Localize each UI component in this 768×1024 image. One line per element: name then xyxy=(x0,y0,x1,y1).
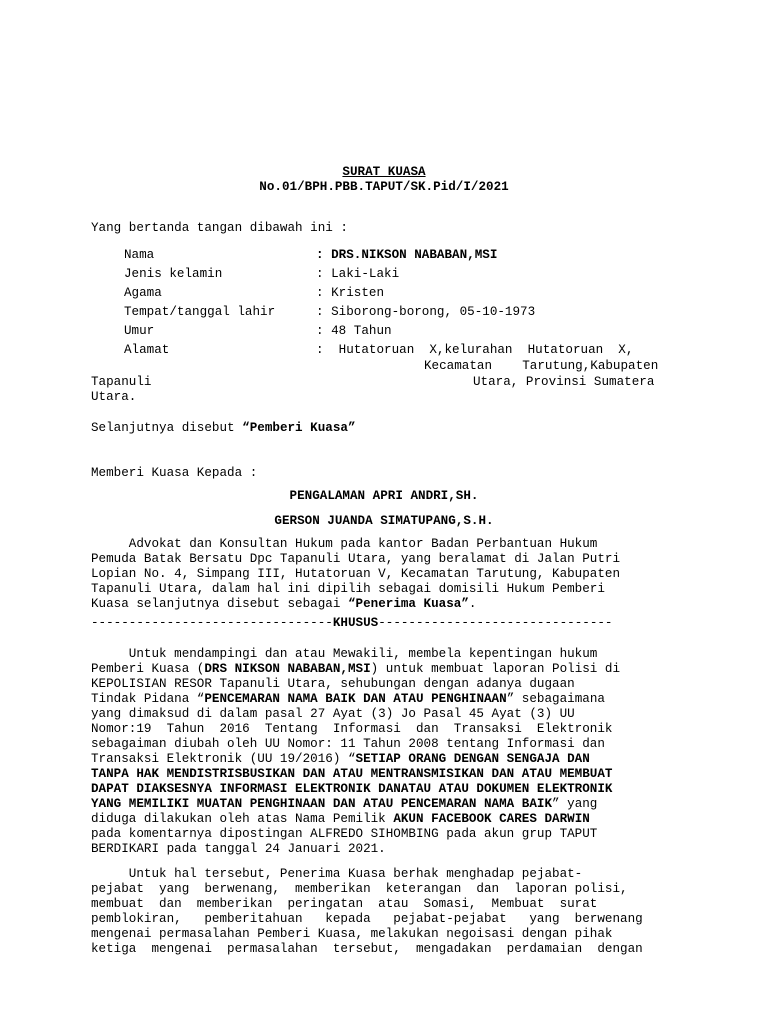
referred-prefix: Selanjutnya disebut xyxy=(91,421,243,435)
para2-line-2: pejabat yang berwenang, memberikan keterangan dan laporan polisi, xyxy=(91,882,628,896)
grantee-para-line-3: Lopian No. 4, Simpang III, Hutatoruan V, Kecamatan Tarutung, Kabupaten xyxy=(91,567,621,581)
address-line-1: : Hutatoruan X,kelurahan Hutatoruan X, xyxy=(316,343,634,357)
referred-as xyxy=(91,421,356,436)
address-line-4: Utara. xyxy=(91,390,137,404)
address-line-3b: Utara, Provinsi Sumatera xyxy=(473,375,655,389)
document-number: No.01/BPH.PBB.TAPUT/SK.Pid/I/2021 xyxy=(259,180,509,194)
para1-line-2c: ) untuk membuat laporan Polisi di xyxy=(370,662,621,676)
grantee-para-line-5 xyxy=(91,597,476,612)
para1-line-8 xyxy=(91,752,590,767)
referred-term: “Pemberi Kuasa” xyxy=(242,421,356,435)
para1-line-10: DAPAT DIAKSESNYA INFORMASI ELEKTRONIK DANATAU ATAU DOKUMEN ELEKTRONIK xyxy=(91,782,613,796)
address-line-3a: Tapanuli xyxy=(91,375,152,389)
grantee-name-2: GERSON JUANDA SIMATUPANG,S.H. xyxy=(274,514,494,528)
grantee-name-1: PENGALAMAN APRI ANDRI,SH. xyxy=(289,489,479,503)
intro-text: Yang bertanda tangan dibawah ini : xyxy=(91,221,348,235)
para1-line-3: KEPOLISIAN RESOR Tapanuli Utara, sehubungan dengan adanya dugaan xyxy=(91,677,575,691)
para1-line-2 xyxy=(91,662,620,677)
para1-line-12 xyxy=(91,812,590,827)
address-label: Alamat xyxy=(124,343,170,357)
para1-line-12a: diduga dilakukan oleh atas Nama Pemilik xyxy=(91,812,394,826)
document-title: SURAT KUASA xyxy=(342,165,426,179)
divider-right: ------------------------------- xyxy=(378,616,613,630)
grantee-para-line-4: Tapanuli Utara, dalam hal ini dipilih sebagai domisili Hukum Pemberi xyxy=(91,582,605,596)
birth-label: Tempat/tanggal lahir xyxy=(124,305,276,319)
name-label: Nama xyxy=(124,248,155,262)
para2-line-6: ketiga mengenai permasalahan tersebut, mengadakan perdamaian dengan xyxy=(91,942,643,956)
para1-line-9: TANPA HAK MENDISTRISBUSIKAN DAN ATAU MENTRANSMISIKAN DAN ATAU MEMBUAT xyxy=(91,767,613,781)
para1-line-8b: SETIAP ORANG DENGAN SENGAJA DAN xyxy=(355,752,590,766)
grantee-para-line-1: Advokat dan Konsultan Hukum pada kantor Badan Perbantuan Hukum xyxy=(91,537,598,551)
address-line-2: Kecamatan Tarutung,Kabupaten xyxy=(424,359,659,373)
para1-line-2a: Pemberi Kuasa ( xyxy=(91,662,205,676)
grantee-para-last-suffix: . xyxy=(468,597,477,611)
para1-line-13: pada komentarnya dipostingan ALFREDO SIHOMBING pada akun grup TAPUT xyxy=(91,827,598,841)
birth-value: : Siborong-borong, 05-10-1973 xyxy=(316,305,536,319)
grantee-intro: Memberi Kuasa Kepada : xyxy=(91,466,258,480)
para1-line-12b: AKUN FACEBOOK CARES DARWIN xyxy=(393,812,590,826)
para1-line-7: sebagaiman diubah oleh UU Nomor: 11 Tahun 2008 tentang Informasi dan xyxy=(91,737,605,751)
para1-line-4a: Tindak Pidana “ xyxy=(91,692,205,706)
para1-line-4 xyxy=(91,692,605,707)
name-value: : DRS.NIKSON NABABAN,MSI xyxy=(316,248,498,262)
para1-line-14: BERDIKARI pada tanggal 24 Januari 2021. xyxy=(91,842,386,856)
para2-line-4: pemblokiran, pemberitahuan kepada pejabat-pejabat yang berwenang xyxy=(91,912,643,926)
khusus-divider xyxy=(91,616,678,631)
para1-line-8a: Transaksi Elektronik (UU 19/2016) “ xyxy=(91,752,356,766)
grantee-para-line-2: Pemuda Batak Bersatu Dpc Tapanuli Utara, yang beralamat di Jalan Putri xyxy=(91,552,621,566)
religion-label: Agama xyxy=(124,286,162,300)
para1-line-2b: DRS NIKSON NABABAN,MSI xyxy=(204,662,371,676)
para1-line-11 xyxy=(91,797,597,812)
para1-line-4b: PENCEMARAN NAMA BAIK DAN ATAU PENGHINAAN xyxy=(204,692,507,706)
gender-label: Jenis kelamin xyxy=(124,267,223,281)
para1-line-6: Nomor:19 Tahun 2016 Tentang Informasi dan Transaksi Elektronik xyxy=(91,722,613,736)
para1-line-5: yang dimaksud di dalam pasal 27 Ayat (3) Jo Pasal 45 Ayat (3) UU xyxy=(91,707,575,721)
para2-line-3: membuat dan memberikan peringatan atau Somasi, Membuat surat xyxy=(91,897,598,911)
para1-line-11b: ” yang xyxy=(552,797,598,811)
age-value: : 48 Tahun xyxy=(316,324,392,338)
religion-value: : Kristen xyxy=(316,286,385,300)
divider-left: -------------------------------- xyxy=(91,616,333,630)
grantee-para-last-prefix: Kuasa selanjutnya disebut sebagai xyxy=(91,597,348,611)
divider-label: KHUSUS xyxy=(332,616,379,630)
age-label: Umur xyxy=(124,324,155,338)
para1-line-1: Untuk mendampingi dan atau Mewakili, membela kepentingan hukum xyxy=(91,647,598,661)
para2-line-1: Untuk hal tersebut, Penerima Kuasa berhak menghadap pejabat- xyxy=(91,867,583,881)
gender-value: : Laki-Laki xyxy=(316,267,400,281)
para1-line-11a: YANG MEMILIKI MUATAN PENGHINAAN DAN ATAU PENCEMARAN NAMA BAIK xyxy=(91,797,553,811)
para2-line-5: mengenai permasalahan Pemberi Kuasa, melakukan negoisasi dengan pihak xyxy=(91,927,613,941)
para1-line-4c: ” sebagaimana xyxy=(506,692,605,706)
grantee-para-last-term: “Penerima Kuasa” xyxy=(347,597,469,611)
